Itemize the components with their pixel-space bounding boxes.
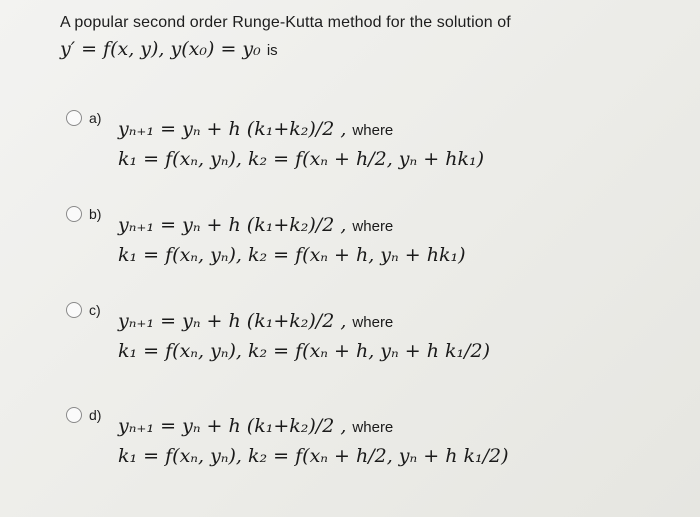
where-label: where [352, 122, 394, 139]
radio-button-d[interactable] [66, 407, 82, 423]
formula-update [118, 214, 393, 236]
option-letter: c) [89, 302, 101, 318]
question-suffix: is [266, 42, 278, 59]
radio-button-c[interactable] [66, 302, 82, 318]
where-label: where [352, 419, 394, 436]
question-text [60, 14, 680, 60]
ode-equation: y′ = f(x, y), y(x₀) = y₀ [60, 38, 261, 60]
formula-update [118, 118, 393, 140]
formula-slopes: k₁ = f(xₙ, yₙ), k₂ = f(xₙ + h, yₙ + h k₁/2) [118, 340, 491, 362]
update-formula: yₙ₊₁ = yₙ + h (k₁+k₂)/2 , [118, 214, 347, 236]
where-label: where [352, 314, 394, 331]
where-label: where [352, 218, 394, 235]
update-formula: yₙ₊₁ = yₙ + h (k₁+k₂)/2 , [118, 415, 347, 437]
update-formula: yₙ₊₁ = yₙ + h (k₁+k₂)/2 , [118, 310, 347, 332]
formula-slopes: k₁ = f(xₙ, yₙ), k₂ = f(xₙ + h/2, yₙ + hk₁) [118, 148, 485, 170]
formula-update [118, 415, 393, 437]
formula-slopes: k₁ = f(xₙ, yₙ), k₂ = f(xₙ + h, yₙ + hk₁) [118, 244, 466, 266]
question-prompt: A popular second order Runge-Kutta method for the solution of [60, 14, 511, 31]
question-equation [60, 38, 680, 60]
formula-update [118, 310, 393, 332]
formula-slopes: k₁ = f(xₙ, yₙ), k₂ = f(xₙ + h/2, yₙ + h k₁/2) [118, 445, 509, 467]
option-letter: d) [89, 407, 102, 423]
update-formula: yₙ₊₁ = yₙ + h (k₁+k₂)/2 , [118, 118, 347, 140]
radio-button-a[interactable] [66, 110, 82, 126]
radio-button-b[interactable] [66, 206, 82, 222]
option-letter: b) [89, 206, 102, 222]
option-letter: a) [89, 110, 102, 126]
